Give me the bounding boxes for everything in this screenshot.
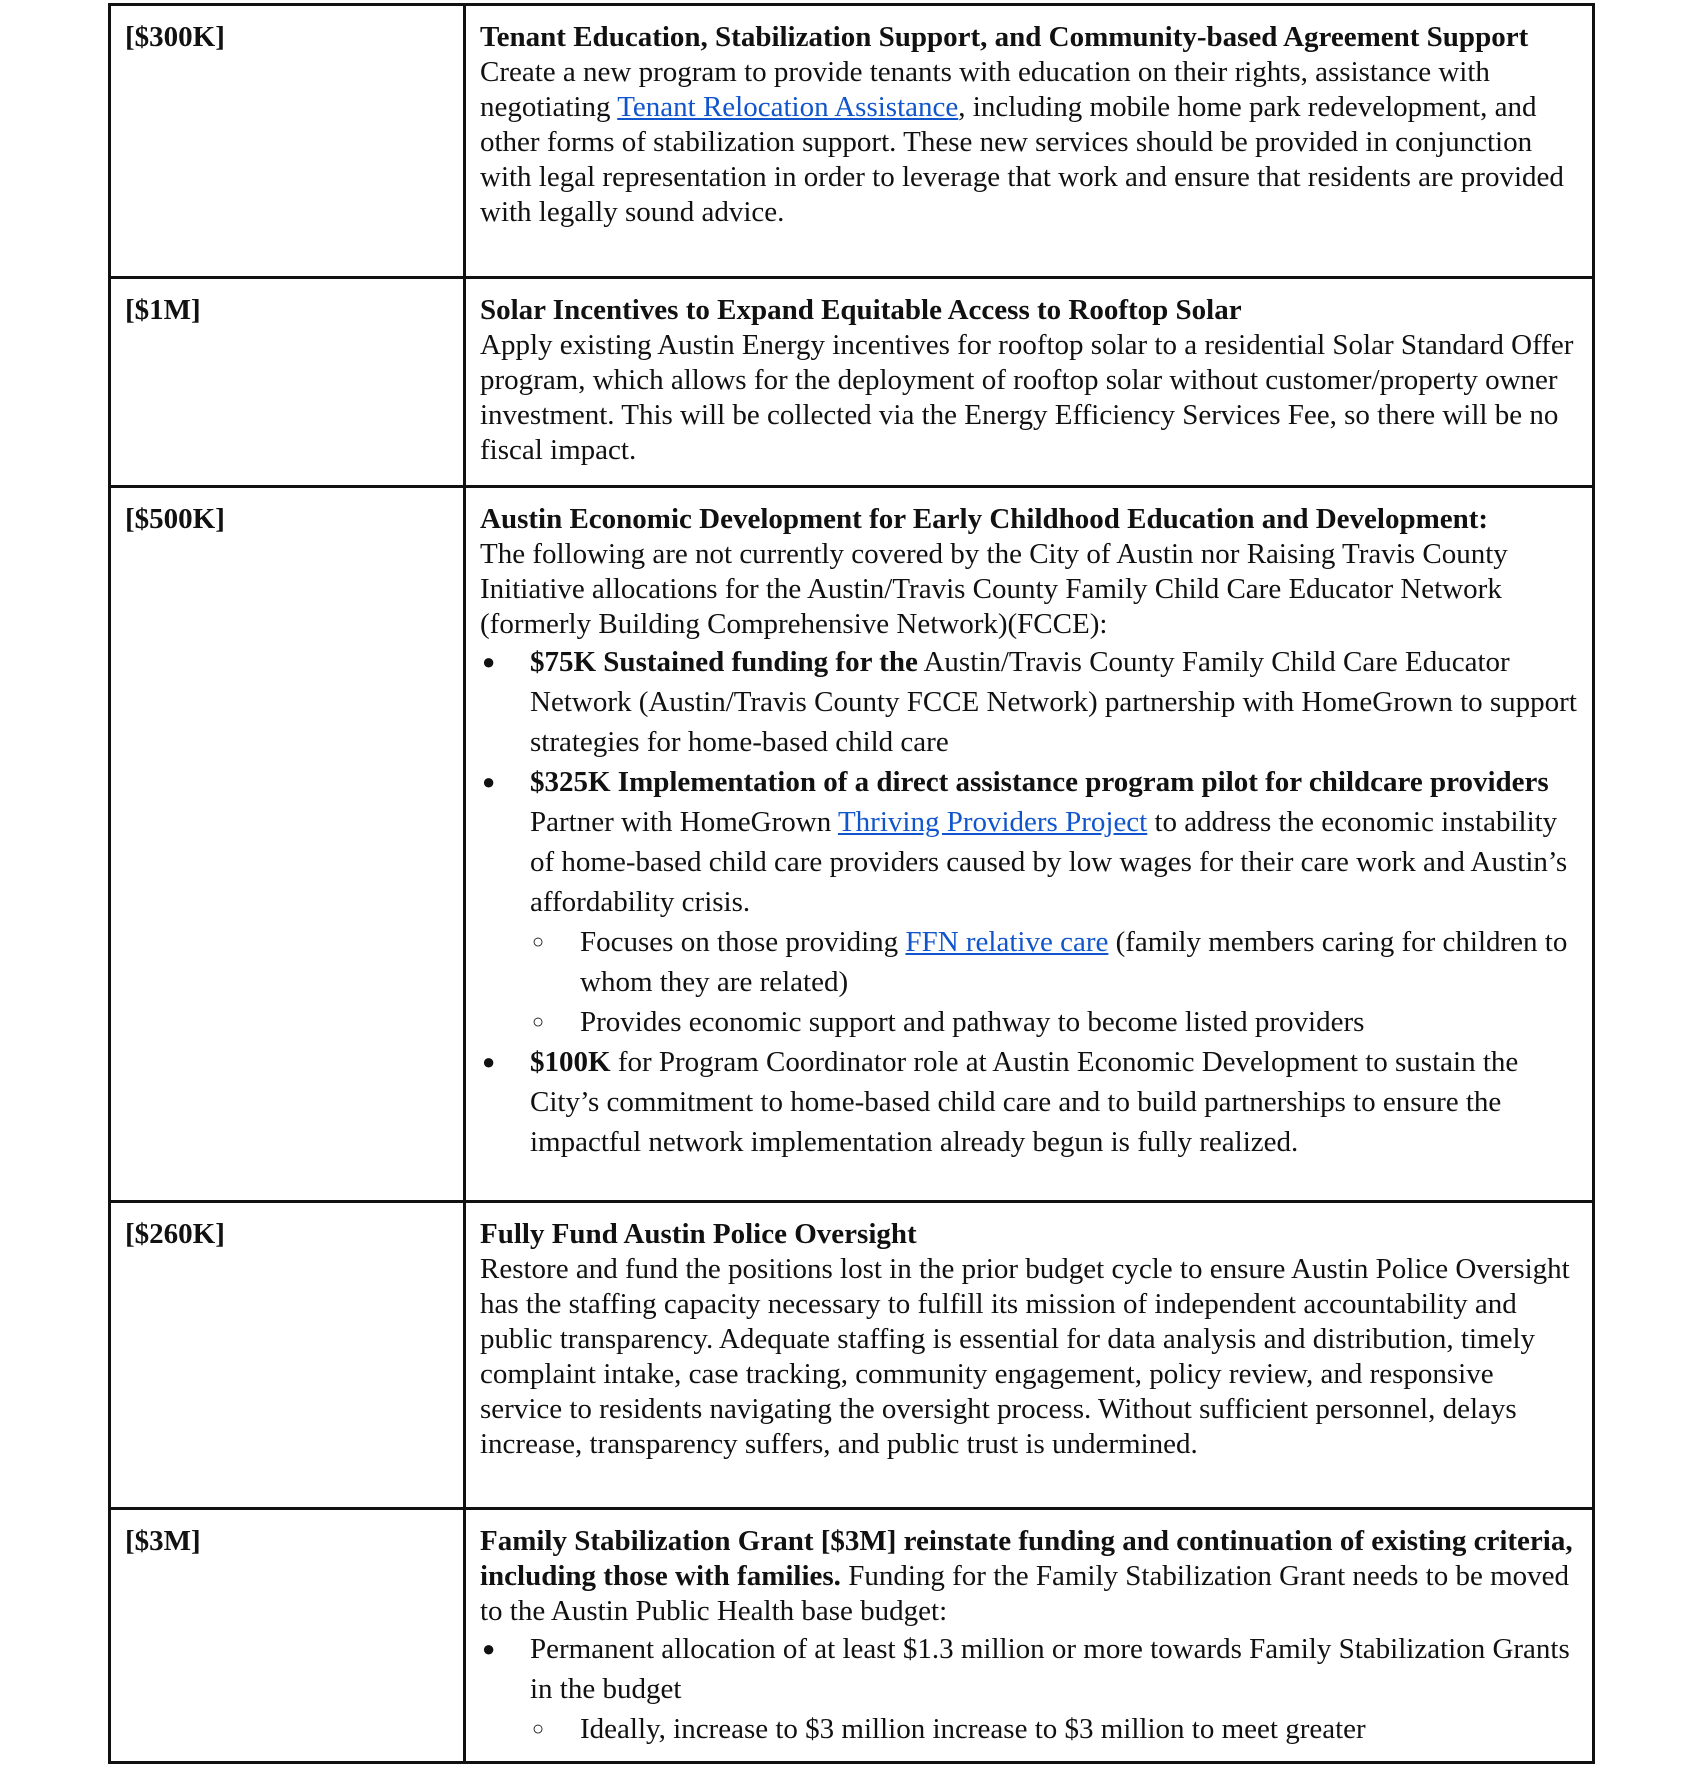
list-item xyxy=(480,1042,1578,1162)
body-text: Funding for the Family Stabilization Grant needs to be moved to the Austin Public Health base budget: xyxy=(480,1560,1570,1627)
table-row xyxy=(110,5,1594,278)
amount-cell xyxy=(110,1202,465,1509)
sub-bullet-text: Provides economic support and pathway to become listed providers xyxy=(580,1006,1365,1038)
item-title: Fully Fund Austin Police Oversight xyxy=(480,1218,917,1250)
item-body: Apply existing Austin Energy incentives for rooftop solar to a residential Solar Standard Offer program, which allows for the deployment of rooftop solar without customer/property owner investment. This will be collected via the Energy Efficiency Services Fee, so there will be no fiscal impact. xyxy=(480,329,1574,466)
list-item xyxy=(530,1002,1578,1042)
amount-label: [$500K] xyxy=(125,503,225,535)
item-title: Tenant Education, Stabilization Support, and Community-based Agreement Support xyxy=(480,21,1529,53)
description-cell xyxy=(465,1202,1594,1509)
bullet-list xyxy=(480,642,1578,1162)
list-item xyxy=(480,1629,1578,1749)
item-title: Austin Economic Development for Early Childhood Education and Development: xyxy=(480,503,1489,535)
table-row xyxy=(110,487,1594,1202)
list-item xyxy=(480,762,1578,1042)
bullet-text: for Program Coordinator role at Austin Economic Development to sustain the City’s commitment to home-based child care and to build partnerships to ensure the impactful network implementation already begun is fully realized. xyxy=(530,1046,1519,1158)
amount-cell xyxy=(110,278,465,487)
bullet-text: Partner with HomeGrown xyxy=(530,806,838,838)
sub-bullet-text: Ideally, increase to $3 million increase to $3 million to meet greater xyxy=(580,1713,1366,1745)
item-title: Family Stabilization Grant [$3M] reinstate funding and continuation of existing criteria, including those with families. xyxy=(480,1525,1573,1592)
amount-cell xyxy=(110,1509,465,1763)
amount-label: [$260K] xyxy=(125,1218,225,1250)
item-title: Solar Incentives to Expand Equitable Access to Rooftop Solar xyxy=(480,294,1242,326)
sub-bullet-list xyxy=(530,1709,1578,1749)
list-item xyxy=(530,1709,1578,1749)
table-row xyxy=(110,278,1594,487)
description-cell xyxy=(465,278,1594,487)
description-cell xyxy=(465,487,1594,1202)
sub-bullet-text: (family members caring for children to whom they are related) xyxy=(580,926,1568,998)
item-body: Restore and fund the positions lost in the prior budget cycle to ensure Austin Police Oversight has the staffing capacity necessary to fulfill its mission of independent accountability and public transparency. Adequate staffing is essential for data analysis and distribution, timely complaint intake, case tracking, community engagement, policy review, and responsive service to residents navigating the oversight process. Without sufficient personnel, delays increase, transparency suffers, and public trust is undermined. xyxy=(480,1253,1570,1460)
table-row xyxy=(110,1509,1594,1763)
body-text: Create a new program to provide tenants with education on their rights, assistance with negotiating xyxy=(480,56,1490,123)
sub-bullet-text: Focuses on those providing xyxy=(580,926,906,958)
ffn-relative-care-link[interactable]: FFN relative care xyxy=(905,926,1109,958)
description-cell xyxy=(465,1509,1594,1763)
table-row xyxy=(110,1202,1594,1509)
bullet-list xyxy=(480,1629,1578,1749)
sub-bullet-list xyxy=(530,922,1578,1042)
thriving-providers-project-link[interactable]: Thriving Providers Project xyxy=(837,806,1148,838)
amount-cell xyxy=(110,5,465,278)
bullet-bold-text: $325K Implementation of a direct assistance program pilot for childcare providers xyxy=(530,766,1549,798)
amount-label: [$1M] xyxy=(125,294,201,326)
list-item xyxy=(480,642,1578,762)
list-item xyxy=(530,922,1578,1002)
bullet-bold-text: $100K xyxy=(530,1046,611,1078)
bullet-text: to address the economic instability of home-based child care providers caused by low wages for their care work and Austin’s affordability crisis. xyxy=(530,806,1568,918)
description-cell xyxy=(465,5,1594,278)
amount-label: [$3M] xyxy=(125,1525,201,1557)
item-body: The following are not currently covered by the City of Austin nor Raising Travis County Initiative allocations for the Austin/Travis County Family Child Care Educator Network (formerly Building Comprehensive Network)(FCCE): xyxy=(480,538,1508,640)
amount-cell xyxy=(110,487,465,1202)
tenant-relocation-assistance-link[interactable]: Tenant Relocation Assistance xyxy=(617,91,959,123)
budget-table xyxy=(108,3,1595,1764)
body-text: , including mobile home park redevelopment, and other forms of stabilization support. These new services should be provided in conjunction with legal representation in order to leverage that work and ensure that residents are provided with legally sound advice. xyxy=(480,91,1564,228)
bullet-bold-text: $75K Sustained funding for the xyxy=(530,646,918,678)
item-body xyxy=(480,55,1578,230)
bullet-text: Austin/Travis County Family Child Care Educator Network (Austin/Travis County FCCE Network) partnership with HomeGrown to support strategies for home-based child care xyxy=(530,646,1577,758)
bullet-text: Permanent allocation of at least $1.3 million or more towards Family Stabilization Grants in the budget xyxy=(530,1633,1570,1705)
amount-label: [$300K] xyxy=(125,21,225,53)
item-body xyxy=(480,1524,1578,1629)
